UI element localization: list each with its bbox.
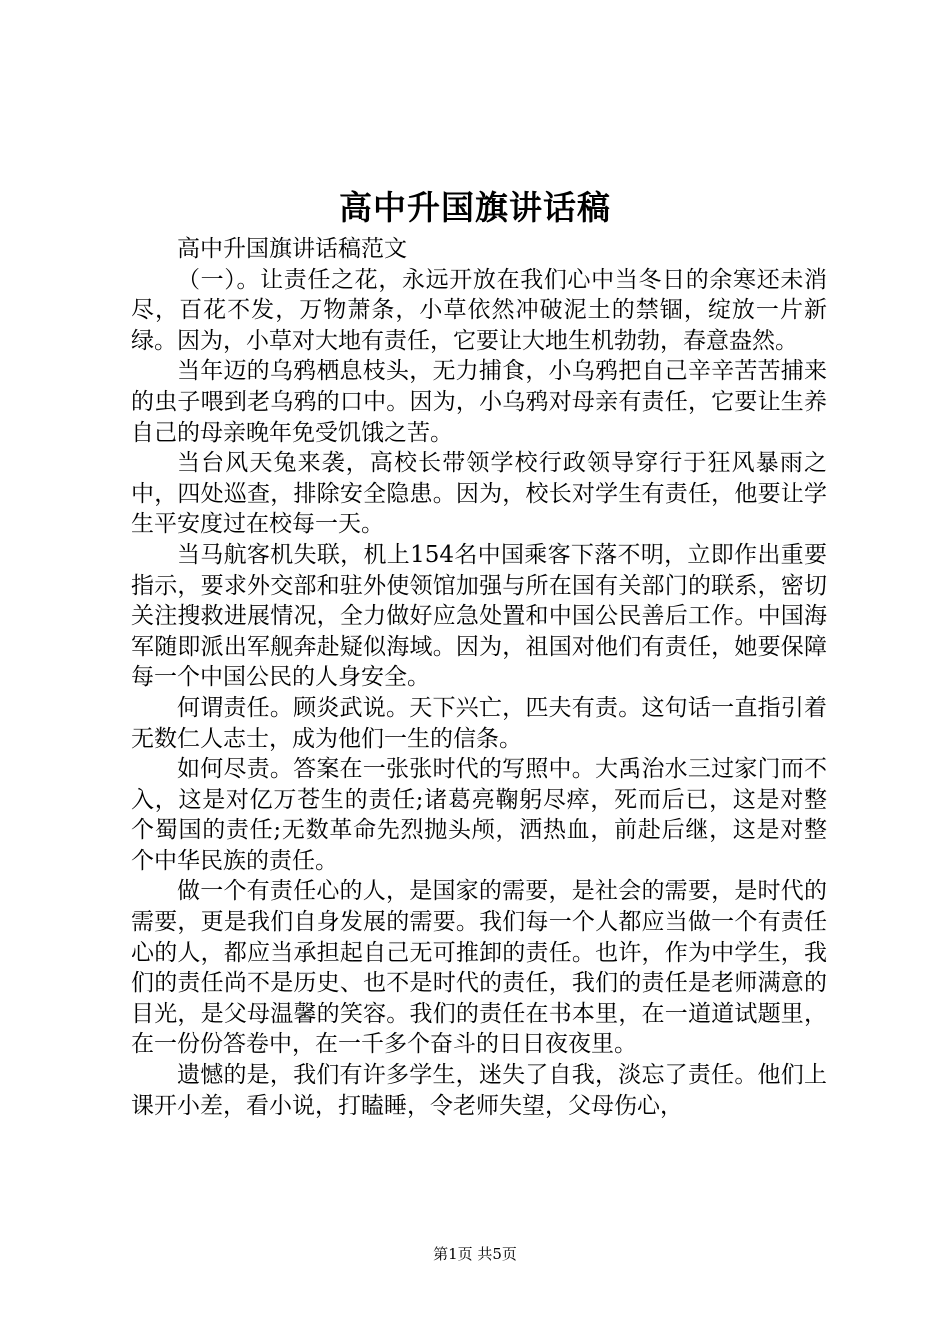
paragraph: 如何尽责。答案在一张张时代的写照中。大禹治水三过家门而不入，这是对亿万苍生的责任;诸葛亮鞠躬尽瘁，死而后已，这是对整个蜀国的责任;无数革命先烈抛头颅，洒热血，前赴后继，这是对整个中华民族的责任。 (131, 756, 827, 874)
paragraph: 遗憾的是，我们有许多学生，迷失了自我，淡忘了责任。他们上课开小差，看小说，打瞌睡，令老师失望，父母伤心， (131, 1062, 827, 1119)
document-body (131, 234, 827, 1121)
paragraph: 做一个有责任心的人，是国家的需要，是社会的需要，是时代的需要，更是我们自身发展的需要。我们每一个人都应当做一个有责任心的人，都应当承担起自己无可推卸的责任。也许，作为中学生，我们的责任尚不是历史、也不是时代的责任，我们的责任是老师满意的目光，是父母温馨的笑容。我们的责任在书本里，在一道道试题里，在一份份答卷中，在一千多个奋斗的日日夜夜里。 (131, 878, 827, 1058)
paragraph: 当台风天兔来袭，高校长带领学校行政领导穿行于狂风暴雨之中，四处巡查，排除安全隐患。因为，校长对学生有责任，他要让学生平安度过在校每一天。 (131, 450, 827, 538)
paragraph: 当马航客机失联，机上154名中国乘客下落不明，立即作出重要指示，要求外交部和驻外使领馆加强与所在国有关部门的联系，密切关注搜救进展情况，全力做好应急处置和中国公民善后工作。中国海军随即派出军舰奔赴疑似海域。因为，祖国对他们有责任，她要保障每一个中国公民的人身安全。 (131, 541, 827, 691)
page-footer: 第1页 共5页 (433, 1245, 517, 1263)
paragraph: （一）。让责任之花，永远开放在我们心中当冬日的余寒还未消尽，百花不发，万物萧条，小草依然冲破泥土的禁锢，绽放一片新绿。因为，小草对大地有责任，它要让大地生机勃勃，春意盎然。 (131, 266, 827, 354)
document-title: 高中升国旗讲话稿 (339, 188, 611, 227)
paragraph: 高中升国旗讲话稿范文 (177, 236, 407, 262)
paragraph: 当年迈的乌鸦栖息枝头，无力捕食，小乌鸦把自己辛辛苦苦捕来的虫子喂到老乌鸦的口中。因为，小乌鸦对母亲有责任，它要让生养自己的母亲晚年免受饥饿之苦。 (131, 358, 827, 446)
paragraph: 何谓责任。顾炎武说。天下兴亡，匹夫有责。这句话一直指引着无数仁人志士，成为他们一生的信条。 (131, 694, 827, 752)
